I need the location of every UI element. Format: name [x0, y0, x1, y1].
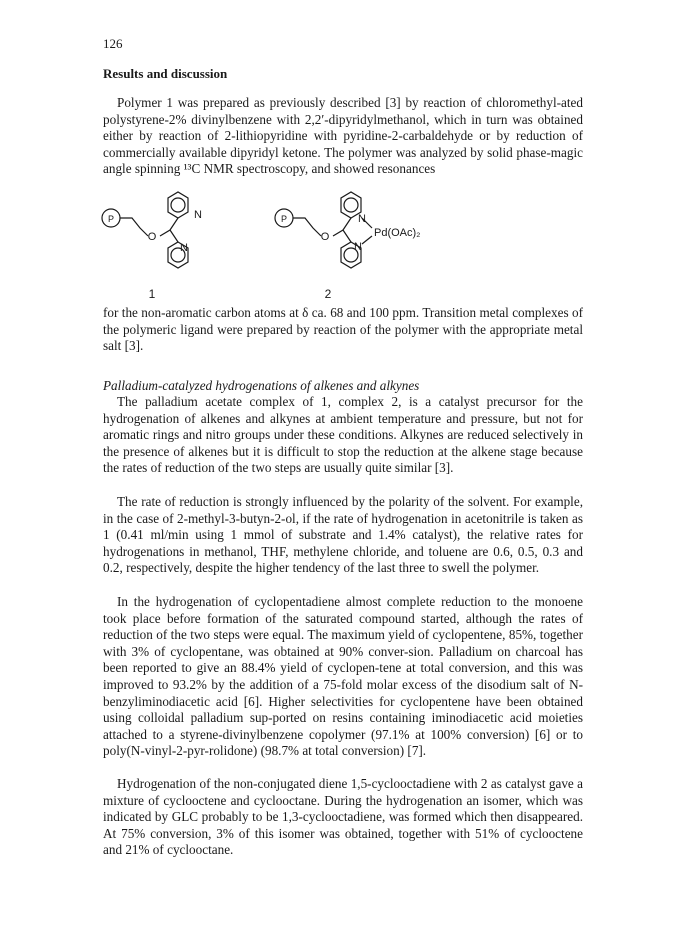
compound-2-label: 2 — [324, 287, 332, 298]
aromatic-circle-top-2 — [344, 198, 358, 212]
subsection-heading: Palladium-catalyzed hydrogenations of alkenes and alkynes — [103, 378, 420, 393]
paragraph-solvent-rates: The rate of reduction is strongly influenced by the polarity of the solvent. For example, in the case of 2-methyl-3-butyn-2-ol, if the rate of hydrogenation in acetonitrile is taken as 1 (0.41 ml/min using 1 mmol of substrate and 1.4% catalyst), the relative rates for hydrogenations in methanol, THF, methylene chloride, and toluene are 0.6, 0.5, 0.3 and 0.2, respectively, despite the higher tendency of the last three to swell the polymer. — [103, 494, 583, 576]
paragraph-nmr-results: for the non-aromatic carbon atoms at δ ca. 68 and 100 ppm. Transition metal complexes of the polymeric ligand were prepared by reaction of the polymer with the appropriate metal salt [3]. — [103, 305, 583, 354]
paragraph-palladium-catalyst: The palladium acetate complex of 1, complex 2, is a catalyst precursor for the hydrogenation of alkenes and alkynes at ambient temperature and pressure, but not for aromatic rings and nitro groups under these conditions. Alkynes are reduced selectively in the presence of alkenes but it is difficult to stop the reduction at the alkene stage because the rates of reduction of the two steps are usually quite similar [3]. — [103, 394, 583, 476]
compound-1-label: 1 — [148, 287, 156, 298]
page-number: 126 — [103, 36, 123, 51]
nitrogen-bottom-label-2: N — [354, 241, 362, 253]
polymer-label-1: P — [107, 214, 115, 224]
paragraph-cyclooctadiene: Hydrogenation of the non-conjugated diene 1,5-cyclooctadiene with 2 as catalyst gave a mixture of cyclooctene and cyclooctane. During the hydrogenation an isomer, which was indicated by GLC probably to be 1,3-cyclooctadiene, was formed which then disappeared. At 75% conversion, 3% of this isomer was obtained, together with 51% of cyclooctene and 21% of cyclooctane. — [103, 776, 583, 858]
central-carbon-bonds-2 — [333, 218, 351, 242]
chemical-structures-figure — [90, 178, 590, 298]
aromatic-circle-top-1 — [171, 198, 185, 212]
nitrogen-top-label-1: N — [194, 209, 202, 221]
linker-bond-2 — [293, 218, 321, 236]
oxygen-label-1: O — [147, 231, 157, 243]
palladium-acetate-label: Pd(OAc)₂ — [374, 227, 421, 239]
polymer-label-2: P — [280, 214, 288, 224]
linker-bond-1 — [120, 218, 148, 236]
compound-2-structure — [275, 192, 372, 268]
nitrogen-top-label-2: N — [358, 213, 366, 225]
central-carbon-bonds-1 — [160, 218, 178, 242]
paragraph-polymer-preparation: Polymer 1 was prepared as previously described [3] by reaction of chloromethyl-ated polystyrene-2% divinylbenzene with 2,2′-dipyridylmethanol, which in turn was obtained either by reaction of 2-lithiopyridine with pyridine-2-carbaldehyde or by reduction of commercially available dipyridyl ketone. The polymer was analyzed by solid phase-magic angle spinning ¹³C NMR spectroscopy, and showed resonances — [103, 95, 583, 177]
oxygen-label-2: O — [320, 231, 330, 243]
section-heading: Results and discussion — [103, 66, 228, 81]
paragraph-cyclopentadiene: In the hydrogenation of cyclopentadiene almost complete reduction to the monoene took place before formation of the saturated compound started, although the rates of reduction of the two steps were equal. The maximum yield of cyclopentene, 85%, together with 3% of cyclopentane, was obtained at 90% conver-sion. Palladium on charcoal has been reported to give an 88.4% yield of cyclopen-tene at total conversion, and this was improved to 93.2% by the addition of a 75-fold molar excess of the disodium salt of N-benzyliminodiacetic acid [6]. Higher selectivities for cyclopentene have been obtained using colloidal palladium sup-ported on resins containing iminodiacetic acid moieties attached to a styrene-divinylbenzene copolymer (97.1% at 100% conversion) [6] or to poly(N-vinyl-2-pyr-rolidone) (98.7% at total conversion) [7]. — [103, 594, 583, 759]
nitrogen-bottom-label-1: N — [180, 242, 188, 254]
compound-1-structure — [102, 192, 188, 268]
